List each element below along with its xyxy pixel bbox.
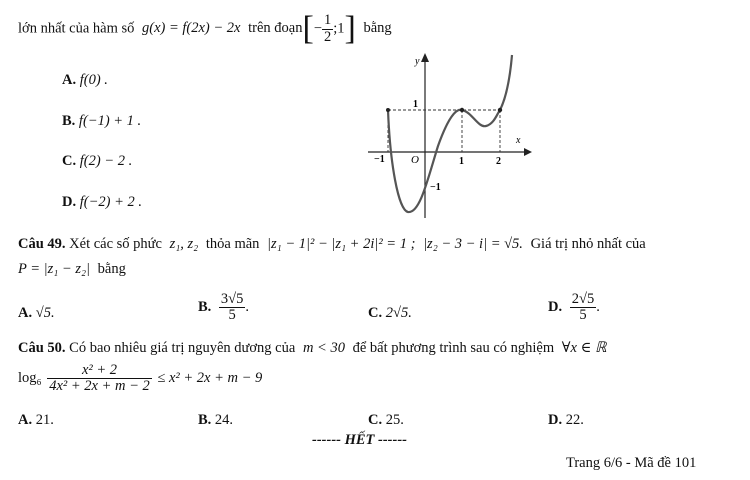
q50-stem-text: Có bao nhiêu giá trị nguyên dương của <box>69 340 296 356</box>
tick-y-neg1: −1 <box>430 182 441 193</box>
option-label: A. <box>18 412 33 428</box>
q49-option-a[interactable] <box>18 305 55 322</box>
q50-option-a[interactable] <box>18 412 54 429</box>
q50-forall: ∀x ∈ ℝ <box>561 340 607 356</box>
option-label: B. <box>198 412 212 428</box>
q48-stem-prefix: lớn nhất của hàm số <box>18 20 135 37</box>
origin-label: O <box>411 154 419 166</box>
q49-stem: Xét các số phức <box>69 236 162 252</box>
left-bracket: [ <box>302 10 314 47</box>
y-axis-arrow <box>421 53 429 62</box>
q49-eq2: |z₂ − 3 − i| = √5. <box>423 236 523 252</box>
tick-y-1: 1 <box>413 99 418 110</box>
option-label: B. <box>62 113 76 129</box>
frac-den: 5 <box>579 307 587 324</box>
x-axis-label: x <box>516 135 521 146</box>
option-text: √5. <box>35 305 55 321</box>
x-axis-arrow <box>524 148 532 156</box>
option-label: C. <box>62 153 77 169</box>
option-text: f(2) − 2 . <box>79 153 133 169</box>
option-label: A. <box>18 305 33 321</box>
inequality-rhs: ≤ x² + 2x + m − 9 <box>157 370 263 387</box>
q49-eq1: |z₁ − 1|² − |z₁ + 2i|² = 1 ; <box>267 236 416 252</box>
q50-label: Câu 50. <box>18 340 66 356</box>
right-bracket: ] <box>344 10 356 47</box>
option-text: f(−1) + 1 . <box>78 113 142 129</box>
q50-stem <box>18 340 606 357</box>
page-footer: Trang 6/6 - Mã đề 101 <box>566 455 697 471</box>
period: . <box>596 299 600 316</box>
q49-stem-line1 <box>18 232 646 256</box>
q48-interval-word: trên đoạn <box>248 20 303 37</box>
q49-cond: thỏa mãn <box>205 236 260 252</box>
frac-num: x² + 2 <box>47 363 152 379</box>
q49-ask-end: bằng <box>97 261 126 277</box>
option-fraction <box>570 292 596 323</box>
interval-right: 1 <box>337 20 345 37</box>
q50-condition: m < 30 <box>302 340 345 356</box>
q49-expr: P = |z₁ − z₂| <box>18 261 91 277</box>
q48-stem <box>18 12 392 46</box>
function-graph <box>360 50 540 225</box>
interval-left-fraction <box>322 13 333 44</box>
frac-den: 5 <box>228 307 236 324</box>
q48-option-a[interactable] <box>62 72 108 89</box>
q48-option-d[interactable] <box>62 194 142 211</box>
log-base: log₆ <box>18 370 42 387</box>
point-2-1 <box>498 108 502 112</box>
q49-stem-line2 <box>18 261 126 278</box>
option-label: D. <box>548 412 563 428</box>
q50-option-c[interactable] <box>368 412 404 429</box>
frac-num: 3√5 <box>220 291 244 307</box>
q49-option-c[interactable] <box>368 305 412 322</box>
end-mark: ------ HẾT ------ <box>312 432 408 448</box>
option-text: 24. <box>214 412 234 428</box>
q50-option-d[interactable] <box>548 412 584 429</box>
q49-option-b[interactable] <box>198 292 249 323</box>
option-text: 22. <box>565 412 584 428</box>
q50-inequality <box>18 363 262 394</box>
option-text: f(0) . <box>79 72 108 88</box>
q49-ask: Giá trị nhỏ nhất của <box>530 236 646 252</box>
option-label: C. <box>368 305 383 321</box>
option-label: D. <box>62 194 77 210</box>
q50-stem-text-2: để bất phương trình sau có nghiệm <box>352 340 555 356</box>
function-curve <box>388 55 512 212</box>
q50-option-b[interactable] <box>198 412 233 429</box>
q48-stem-suffix: bằng <box>363 20 392 37</box>
frac-num: 2√5 <box>571 291 595 307</box>
option-label: A. <box>62 72 77 88</box>
q49-option-d[interactable] <box>548 292 600 323</box>
tick-x-1: 1 <box>459 156 464 167</box>
minus-sign: − <box>313 20 322 37</box>
option-text: 21. <box>35 412 54 428</box>
point-1-1 <box>460 108 464 112</box>
semicolon: ; <box>333 20 338 37</box>
log-fraction <box>47 363 152 394</box>
point-neg1-1 <box>386 108 390 112</box>
tick-x-neg1: −1 <box>374 154 385 165</box>
option-label: C. <box>368 412 383 428</box>
option-text: 2√5. <box>385 305 412 321</box>
option-label: D. <box>548 299 563 316</box>
q49-label: Câu 49. <box>18 236 66 252</box>
tick-x-2: 2 <box>496 156 501 167</box>
option-label: B. <box>198 299 212 316</box>
option-fraction <box>219 292 245 323</box>
q49-vars: z₁, z₂ <box>169 236 199 252</box>
y-axis-label: y <box>415 56 420 67</box>
q48-option-c[interactable] <box>62 153 132 170</box>
frac-num: 1 <box>324 12 332 29</box>
frac-den: 4x² + 2x + m − 2 <box>49 378 150 395</box>
frac-den: 2 <box>324 28 332 45</box>
q48-function: g(x) = f(2x) − 2x <box>142 20 241 37</box>
option-text: 25. <box>385 412 404 428</box>
q48-option-b[interactable] <box>62 113 141 130</box>
period: . <box>245 299 250 316</box>
option-text: f(−2) + 2 . <box>79 194 142 210</box>
